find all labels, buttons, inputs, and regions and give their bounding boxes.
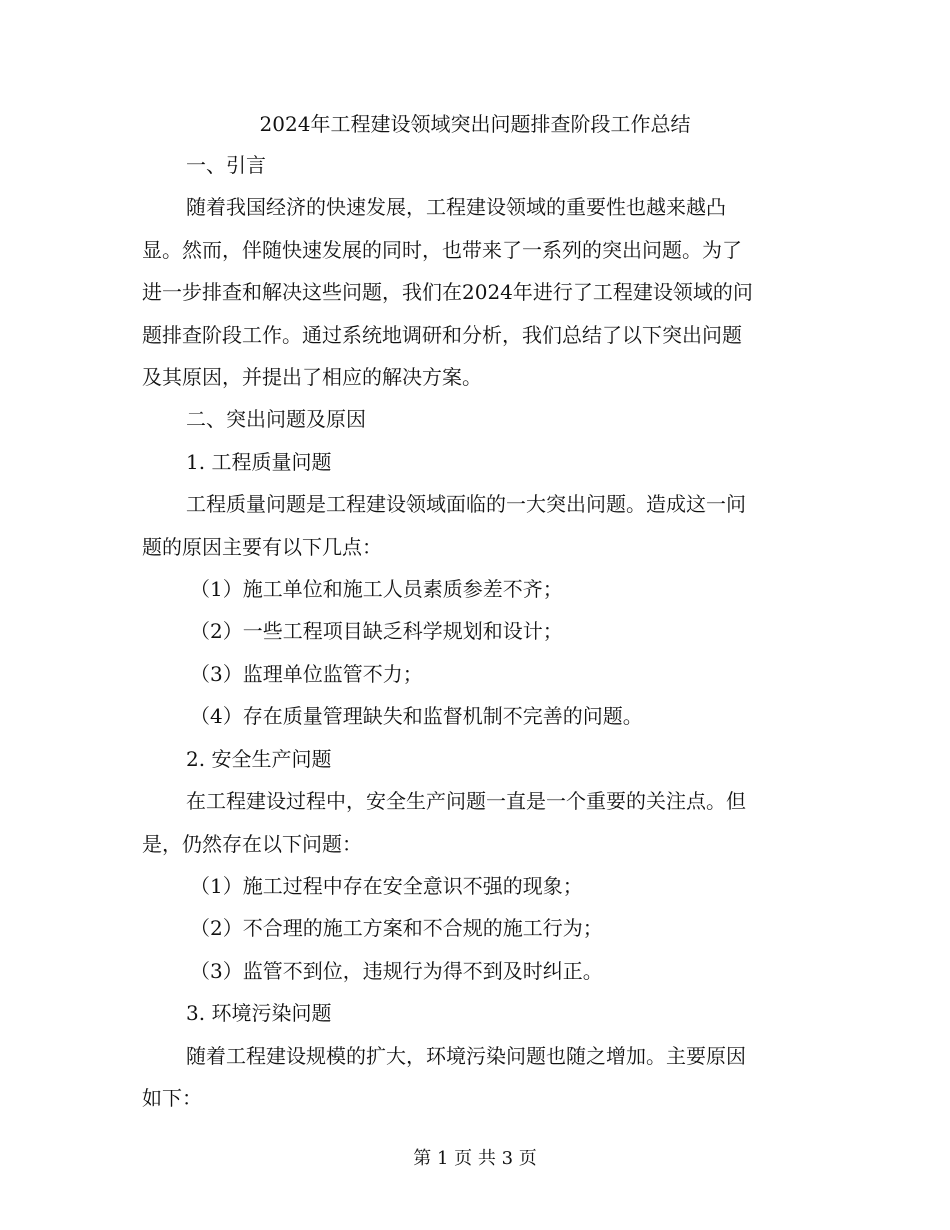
list-item: （4）存在质量管理缺失和监督机制不完善的问题。: [190, 704, 643, 729]
paragraph-line: 是，仍然存在以下问题：: [142, 831, 362, 856]
paragraph-line: 题排查阶段工作。通过系统地调研和分析，我们总结了以下突出问题: [142, 322, 742, 347]
paragraph-line: 显。然而，伴随快速发展的同时，也带来了一系列的突出问题。为了: [142, 237, 742, 262]
paragraph-line: 工程质量问题是工程建设领域面临的一大突出问题。造成这一问: [186, 492, 746, 517]
page-number-footer: 第 1 页 共 3 页: [413, 1148, 537, 1169]
list-item: （1）施工单位和施工人员素质参差不齐；: [190, 577, 563, 602]
list-item: （2）一些工程项目缺乏科学规划和设计；: [190, 619, 563, 644]
list-item: （3）监管不到位，违规行为得不到及时纠正。: [190, 958, 603, 983]
paragraph-line: 题的原因主要有以下几点：: [142, 534, 382, 559]
paragraph-line: 随着工程建设规模的扩大，环境污染问题也随之增加。主要原因: [186, 1043, 746, 1068]
subheading-safety: 2. 安全生产问题: [186, 746, 332, 771]
paragraph-line: 及其原因，并提出了相应的解决方案。: [142, 365, 482, 390]
section-heading-intro: 一、引言: [186, 153, 266, 177]
list-item: （1）施工过程中存在安全意识不强的现象；: [190, 873, 583, 898]
document-title: 2024年工程建设领域突出问题排查阶段工作总结: [259, 112, 691, 136]
list-item: （2）不合理的施工方案和不合规的施工行为；: [190, 916, 603, 941]
paragraph-line: 在工程建设过程中，安全生产问题一直是一个重要的关注点。但: [186, 789, 746, 814]
list-item: （3）监理单位监管不力；: [190, 661, 423, 686]
paragraph-line: 随着我国经济的快速发展，工程建设领域的重要性也越来越凸: [186, 195, 726, 220]
section-heading-problems: 二、突出问题及原因: [186, 407, 366, 432]
paragraph-line: 如下：: [142, 1085, 202, 1110]
subheading-environment: 3. 环境污染问题: [186, 1001, 332, 1026]
subheading-quality: 1. 工程质量问题: [186, 449, 332, 474]
document-body: [142, 144, 808, 1119]
paragraph-line: 进一步排查和解决这些问题，我们在2024年进行了工程建设领域的问: [142, 280, 753, 305]
